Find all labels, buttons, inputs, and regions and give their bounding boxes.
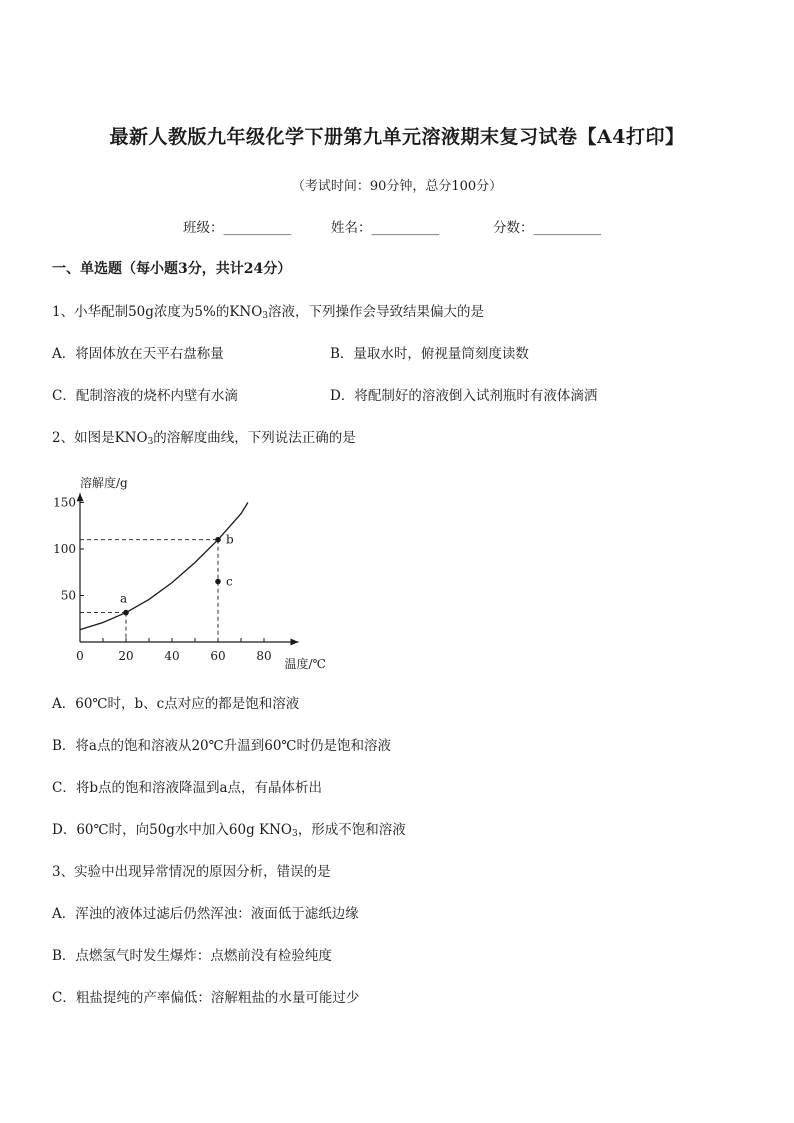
x-tick-label: 80 (256, 649, 272, 663)
point-a (123, 610, 129, 616)
solubility-curve (80, 503, 248, 630)
question-1-stem-pre: 1、小华配制50g浓度为5%的KNO (52, 304, 263, 320)
question-2-stem-pre: 2、如图是KNO (52, 430, 148, 446)
section-heading: 一、单选题（每小题3分，共计24分） (52, 261, 292, 277)
question-3-option-c[interactable]: C．粗盐提纯的产率偏低：溶解粗盐的水量可能过少 (52, 990, 360, 1006)
point-label-b: b (226, 532, 234, 547)
solubility-chart (50, 462, 350, 672)
question-2-stem-post: 的溶解度曲线，下列说法正确的是 (153, 430, 356, 446)
exam-subtitle: （考试时间：90分钟，总分100分） (291, 179, 503, 194)
question-1-option-c[interactable]: C．配制溶液的烧杯内壁有水滴 (52, 388, 238, 404)
question-3-option-b[interactable]: B．点燃氢气时发生爆炸：点燃前没有检验纯度 (52, 948, 332, 964)
point-c (215, 579, 221, 585)
question-3-option-a[interactable]: A．浑浊的液体过滤后仍然浑浊：液面低于滤纸边缘 (52, 906, 359, 922)
question-2-option-d[interactable] (52, 818, 406, 839)
name-field[interactable]: 姓名：__________ (331, 220, 439, 236)
question-1-option-a[interactable]: A．将固体放在天平右盘称量 (52, 346, 224, 362)
x-tick-label: 0 (76, 649, 84, 663)
point-label-c: c (226, 574, 233, 589)
x-axis-label: 温度/℃ (284, 657, 326, 671)
page-title: 最新人教版九年级化学下册第九单元溶液期末复习试卷【A4打印】 (109, 126, 685, 148)
question-2-stem-sub: 3 (147, 437, 154, 447)
question-2-option-d-post: ，形成不饱和溶液 (297, 822, 406, 838)
point-label-a: a (120, 591, 128, 606)
question-2-stem (52, 426, 356, 447)
x-tick-label: 40 (164, 649, 180, 663)
question-1-option-d[interactable]: D．将配制好的溶液倒入试剂瓶时有液体滴洒 (330, 388, 598, 404)
question-1-stem-sub: 3 (262, 311, 269, 321)
question-1-stem-post: 溶液，下列操作会导致结果偏大的是 (268, 304, 485, 320)
x-tick-label: 20 (118, 649, 134, 663)
y-tick-label: 50 (60, 588, 76, 603)
question-2-option-d-sub: 3 (292, 829, 298, 839)
question-3-stem: 3、实验中出现异常情况的原因分析，错误的是 (52, 864, 331, 880)
score-field[interactable]: 分数：__________ (493, 220, 601, 236)
question-2-option-b[interactable]: B．将a点的饱和溶液从20℃升温到60℃时仍是饱和溶液 (52, 738, 392, 754)
x-tick-label: 60 (210, 649, 226, 663)
y-axis-arrow (77, 493, 84, 501)
class-field[interactable]: 班级：__________ (183, 220, 291, 236)
question-2-option-a[interactable]: A．60℃时，b、c点对应的都是饱和溶液 (52, 696, 300, 712)
question-2-option-c[interactable]: C．将b点的饱和溶液降温到a点，有晶体析出 (52, 780, 323, 796)
y-tick-label: 100 (53, 542, 76, 556)
question-1-option-b[interactable]: B．量取水时，俯视量筒刻度读数 (330, 346, 529, 362)
y-axis-label: 溶解度/g (80, 476, 128, 491)
x-axis-arrow (291, 639, 299, 646)
point-b (215, 537, 221, 543)
question-1-stem (52, 300, 484, 321)
y-tick-label: 150 (53, 495, 76, 510)
question-2-option-d-pre: D．60℃时，向50g水中加入60g KNO (52, 822, 293, 838)
